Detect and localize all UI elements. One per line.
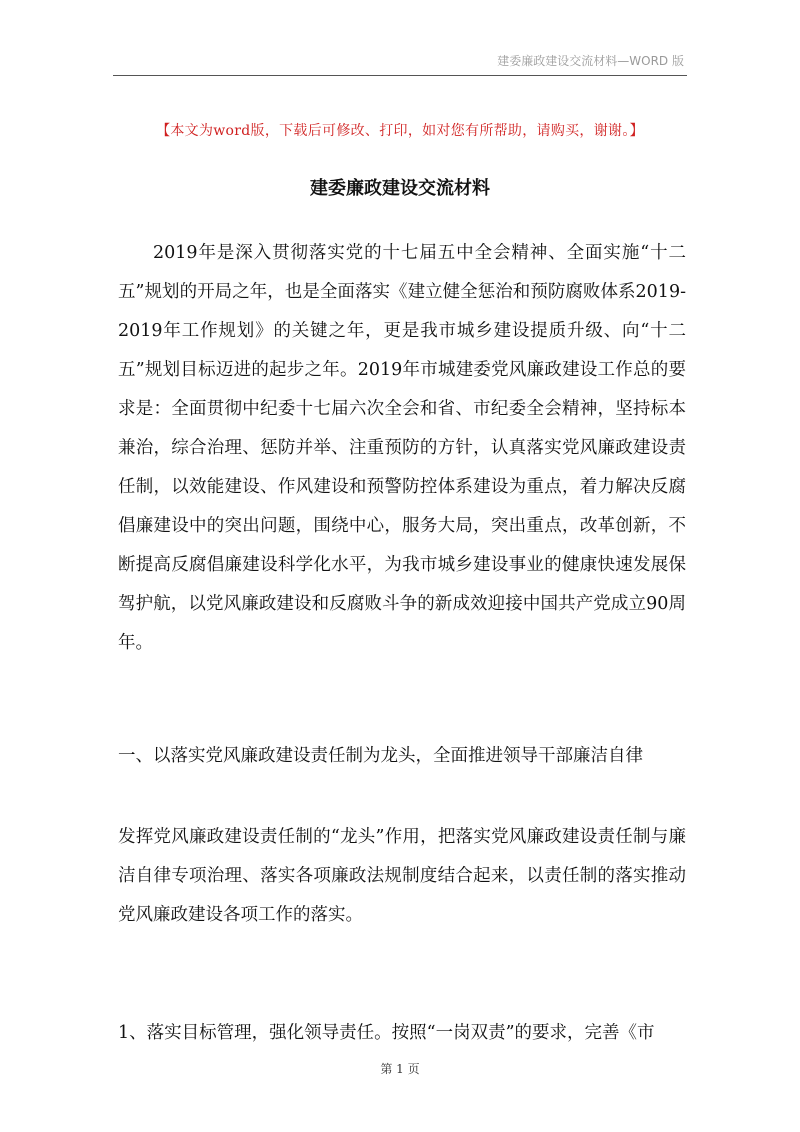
section-paragraph: 发挥党风廉政建设责任制的“龙头”作用，把落实党风廉政建设责任制与廉洁自律专项治理、落实各项廉政法规制度结合起来，以责任制的落实推动党风廉政建设各项工作的落实。 (118, 827, 686, 925)
header-divider (113, 75, 687, 76)
running-header: 建委廉政建设交流材料—WORD 版 (497, 54, 684, 68)
section-heading: 一、以落实党风廉政建设责任制为龙头，全面推进领导干部廉洁自律 (118, 746, 643, 766)
item-paragraph: 1、落实目标管理，强化领导责任。按照“一岗双责”的要求，完善《市 (118, 1023, 655, 1043)
document-title: 建委廉政建设交流材料 (310, 178, 490, 199)
intro-paragraph: 2019年是深入贯彻落实党的十七届五中全会精神、全面实施“十二五”规划的开局之年，也是全面落实《建立健全惩治和预防腐败体系2019-2019年工作规划》的关键之年，更是我市城乡建设提质升级、向“十二五”规划目标迈进的起步之年。2019年市城建委党风廉政建设工作总的要求是：全面贯彻中纪委十七届六次全会和省、市纪委全会精神，坚持标本兼治，综合治理、惩防并举、注重预防的方针，认真落实党风廉政建设责任制，以效能建设、作风建设和预警防控体系建设为重点，着力解决反腐倡廉建设中的突出问题，围绕中心，服务大局，突出重点，改革创新，不断提高反腐倡廉建设科学化水平，为我市城乡建设事业的健康快速发展保驾护航，以党风廉政建设和反腐败斗争的新成效迎接中国共产党成立90周年。 (118, 243, 686, 653)
download-notice: 【本文为word版，下载后可修改、打印，如对您有所帮助，请购买，谢谢。】 (156, 123, 644, 139)
page-number: 第 1 页 (380, 1062, 420, 1076)
